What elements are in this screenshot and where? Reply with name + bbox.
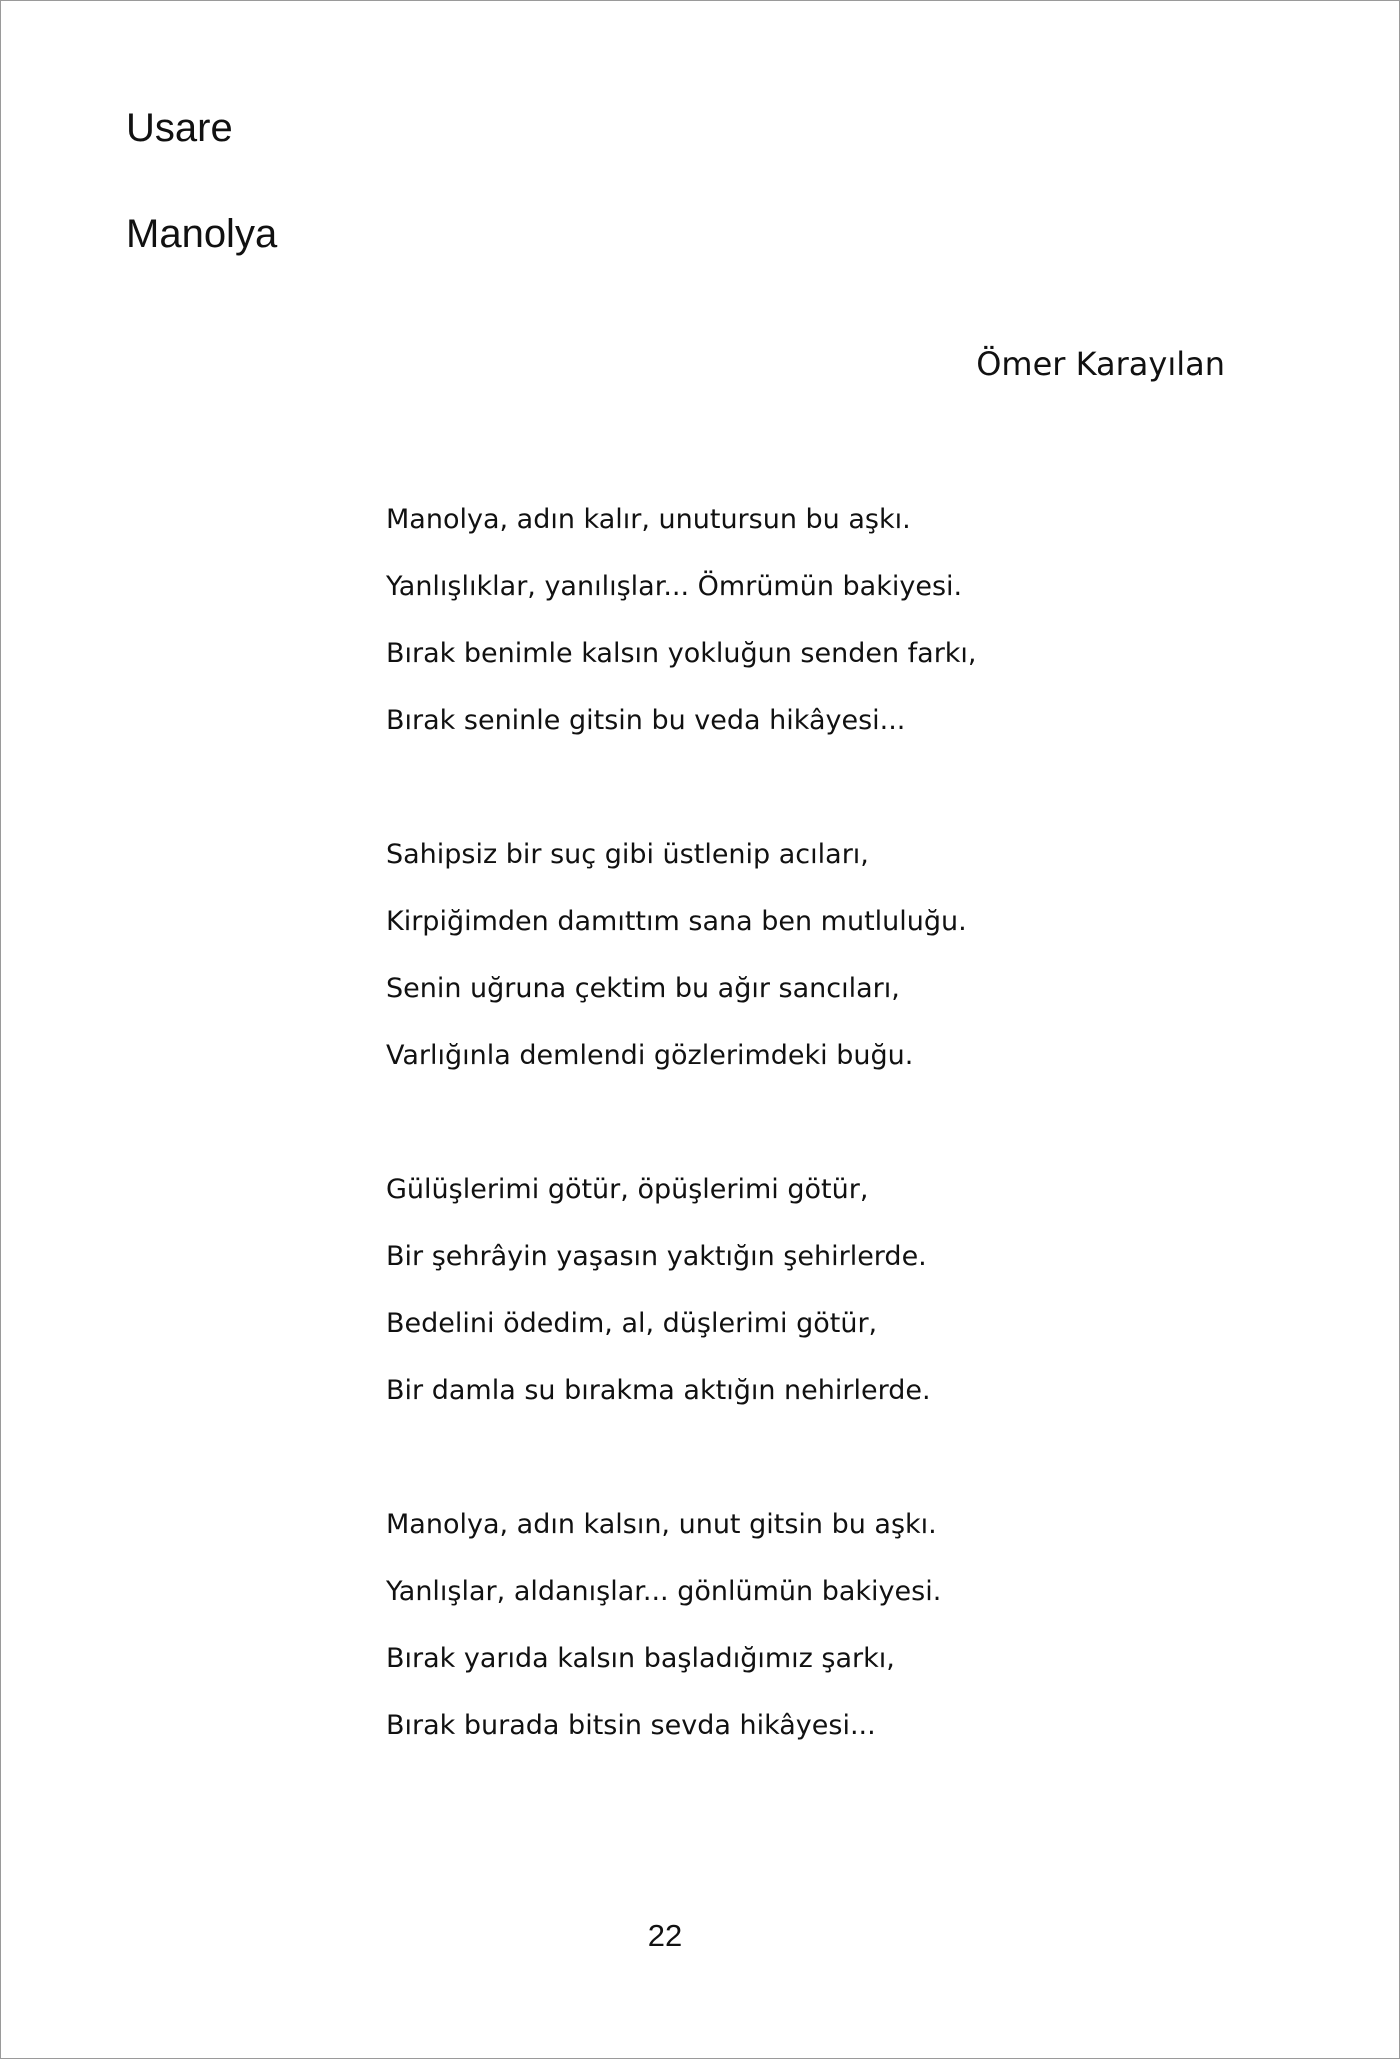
stanza [386, 1168, 1286, 1436]
poem-line: Manolya, adın kalır, unutursun bu aşkı. [386, 504, 911, 535]
stanza [386, 498, 1286, 766]
poem-line: Bir damla su bırakma aktığın nehirlerde. [386, 1375, 931, 1406]
poem-line: Varlığınla demlendi gözlerimdeki buğu. [386, 1040, 914, 1071]
poem-line: Bırak seninle gitsin bu veda hikâyesi... [386, 705, 906, 736]
stanza [386, 833, 1286, 1101]
book-title: Usare [126, 106, 233, 150]
poem-line: Bir şehrâyin yaşasın yaktığın şehirlerde. [386, 1241, 927, 1272]
poem-line: Senin uğruna çektim bu ağır sancıları, [386, 973, 900, 1004]
poem-line: Manolya, adın kalsın, unut gitsin bu aşkı. [386, 1509, 937, 1540]
page-number: 22 [647, 1918, 683, 1953]
poem-line: Sahipsiz bir suç gibi üstlenip acıları, [386, 839, 869, 870]
poem-line: Bırak benimle kalsın yokluğun senden farkı, [386, 638, 977, 669]
poem-body [386, 498, 1286, 1838]
poem-line: Bırak burada bitsin sevda hikâyesi... [386, 1710, 876, 1741]
stanza [386, 1503, 1286, 1771]
poem-line: Bırak yarıda kalsın başladığımız şarkı, [386, 1643, 895, 1674]
poem-line: Yanlışlıklar, yanılışlar... Ömrümün bakiyesi. [386, 571, 963, 602]
poem-line: Yanlışlar, aldanışlar... gönlümün bakiyesi. [386, 1576, 942, 1607]
poem-line: Gülüşlerimi götür, öpüşlerimi götür, [386, 1174, 869, 1205]
poem-line: Kirpiğimden damıttım sana ben mutluluğu. [386, 906, 967, 937]
poem-author: Ömer Karayılan [976, 345, 1225, 383]
poem-line: Bedelini ödedim, al, düşlerimi götür, [386, 1308, 878, 1339]
poem-title: Manolya [126, 212, 278, 256]
